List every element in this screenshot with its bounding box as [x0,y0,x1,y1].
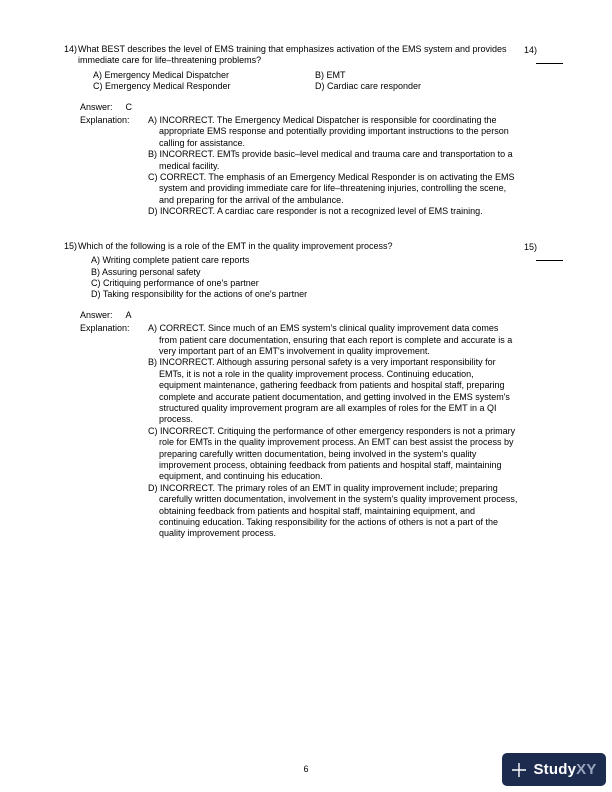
explanation [80,115,586,218]
answer-blank [524,242,568,261]
answer-label: Answer: [80,101,113,112]
explanation-item: B) INCORRECT. EMTs provide basic–level medical and trauma care and transportation to a medical facility. [148,149,513,171]
question-number: 14) [64,44,78,54]
question-stem [64,241,586,252]
explanation-items [148,115,518,218]
option-c: C) Critiquing performance of one's partner [91,277,259,288]
explanation-item: D) INCORRECT. A cardiac care responder is not a recognized level of EMS training. [148,206,483,217]
option-c: C) Emergency Medical Responder [93,81,231,92]
answer-blank-number: 14) [524,45,538,55]
answer-row [80,310,586,321]
answer-blank-number: 15) [524,241,538,252]
option-b: B) EMT [315,69,346,80]
question-text: What BEST describes the level of EMS training that emphasizes activation of the EMS system and provides immediate care for life–threatening problems? [78,44,507,66]
brand-name [533,760,597,778]
explanation-item: B) INCORRECT. Although assuring personal safety is a very important responsibility for EMTs, it is not a role in the quality improvement process. Continuing education, equipment maintenance, gathering feedback from patients and hospital staff, preparing complete and accurate patient documentation, and getting involved in the EMS system's structured quality improvement program are all examples of roles for the EMT in a QI process. [148,357,510,425]
page-number: 6 [303,763,309,774]
answer-label: Answer: [80,309,113,320]
question-text: Which of the following is a role of the EMT in the quality improvement process? [78,240,393,251]
options [91,255,586,301]
answer-value: C [125,101,133,112]
explanation-item: C) CORRECT. The emphasis of an Emergency Medical Responder is on activating the EMS system and providing immediate care for life–threatening injuries, controlling the scene, and preparing for the arrival of the ambulance. [148,172,515,205]
question-14 [64,44,586,218]
answer-blank-line [536,253,563,261]
explanation-item: D) INCORRECT. The primary roles of an EMT in quality improvement include; preparing carefully written documentation, involvement in the system's quality improvement process, obtaining feedback from patients and hospital staff, maintaining equipment, and continuing education. Taking responsibility for the actions of others is not a part of the quality improvement process. [148,482,518,539]
page-content [64,44,586,540]
explanation-item: C) INCORRECT. Critiquing the performance of other emergency responders is not a primary role for EMTs in the quality improvement process. An EMT can best assist the process by preparing carefully written documentation, being involved in the system's quality improvement process, obtaining feedback from patients and hospital staff, maintaining equipment, and continuing his education. [148,425,516,482]
answer-blank [524,45,568,64]
question-number: 15) [64,240,78,251]
explanation-items [148,323,518,540]
answer-row [80,102,586,113]
explanation-label: Explanation: [80,115,130,126]
option-a: A) Writing complete patient care reports [91,255,250,266]
answer-value: A [125,309,132,320]
option-b: B) Assuring personal safety [91,266,201,277]
answer-blank-line [536,56,563,64]
studyxy-logo [502,753,606,786]
option-d: D) Taking responsibility for the actions of one's partner [91,289,308,300]
explanation-item: A) INCORRECT. The Emergency Medical Dispatcher is responsible for coordinating the appropriate EMS response and potentially providing important instructions to the person calling for assistance. [148,115,509,148]
explanation [80,323,586,540]
explanation-item: A) CORRECT. Since much of an EMS system's clinical quality improvement data comes from patient care documentation, ensuring that each report is complete and accurate is a very important part of an EMT's involvement in quality improvement. [148,323,513,356]
explanation-label: Explanation: [80,323,130,334]
brand-name-secondary: XY [576,760,597,778]
option-a: A) Emergency Medical Dispatcher [93,69,230,80]
question-stem [64,44,586,67]
brand-name-primary: Study [533,760,577,778]
question-15 [64,241,586,540]
option-d: D) Cardiac care responder [315,81,422,92]
plus-icon [511,762,527,778]
options [93,70,586,93]
